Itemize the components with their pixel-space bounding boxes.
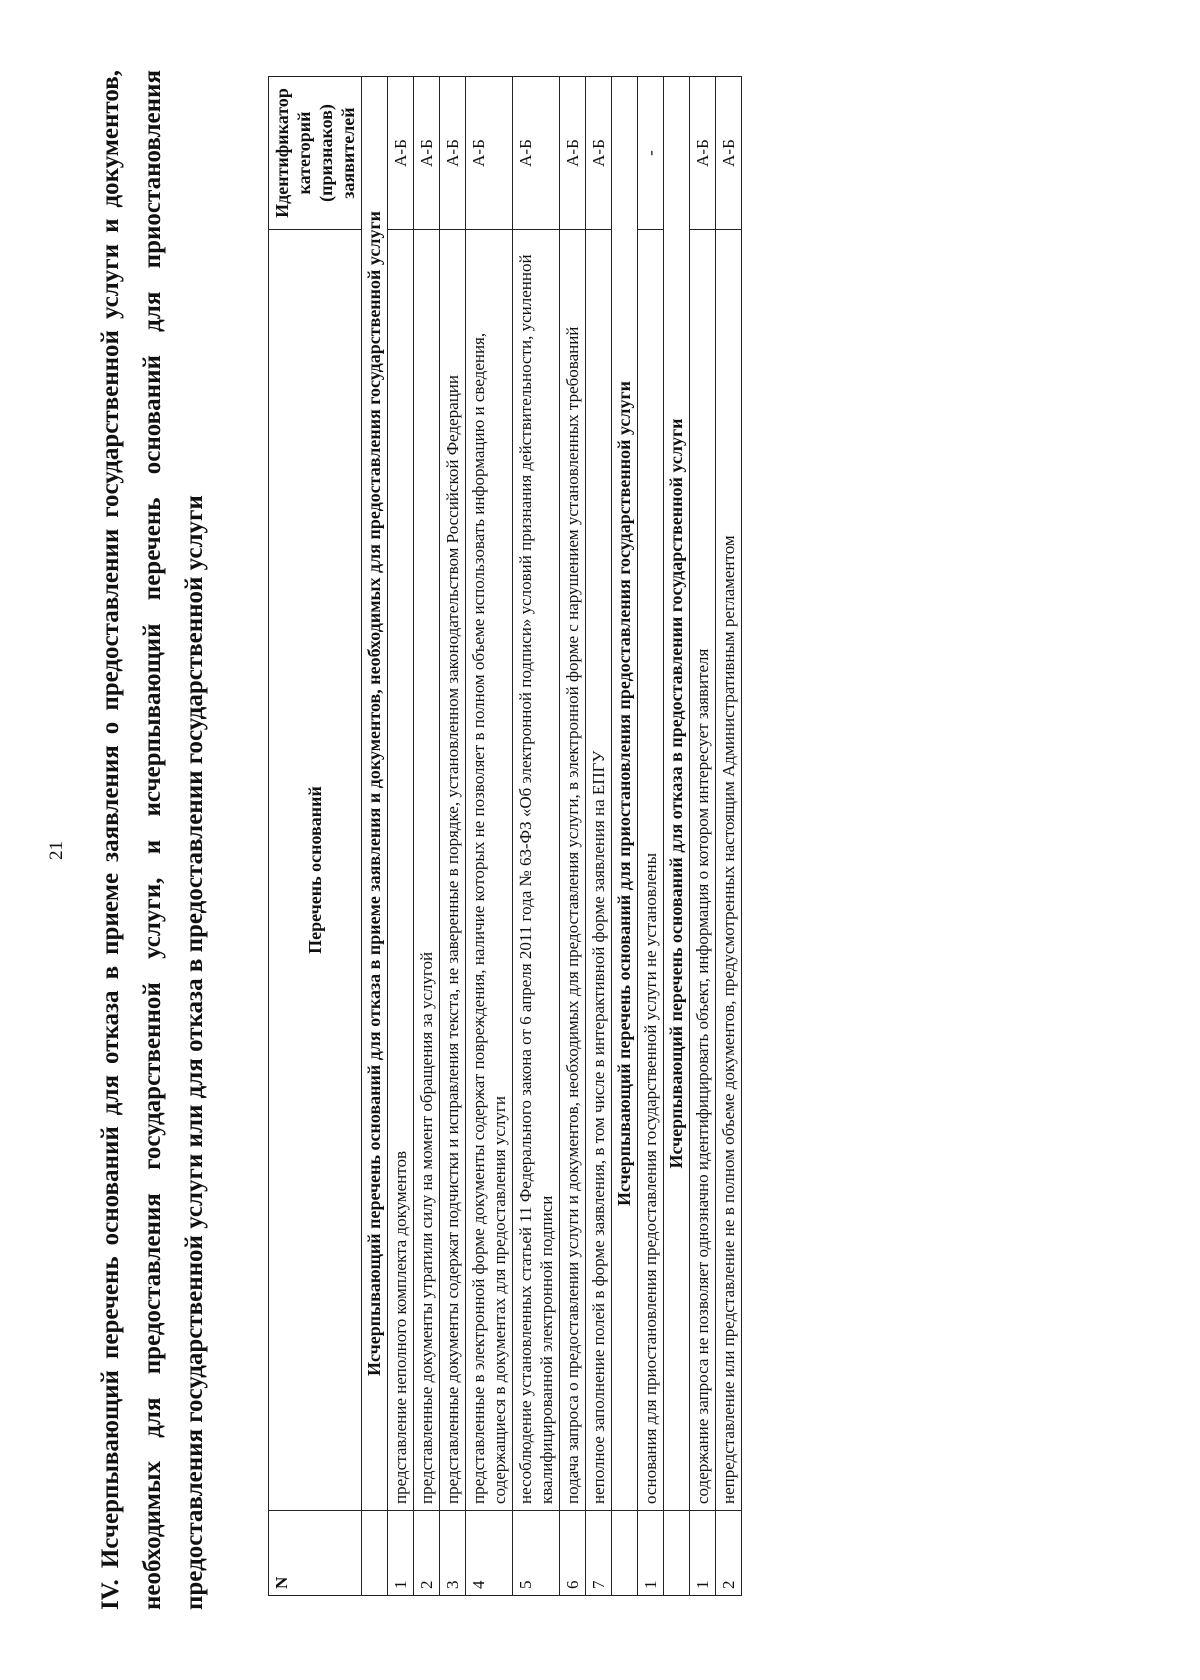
row-category: А-Б — [414, 77, 440, 230]
row-category: А-Б — [513, 77, 560, 230]
row-text: подача запроса о предоставлении услуги и документов, необходимых для предоставления услуги, в электронной форме с нарушением установленных требований — [560, 230, 586, 1511]
grounds-table — [268, 76, 742, 1596]
row-category: А-Б — [716, 77, 742, 230]
section-row — [664, 77, 690, 1596]
row-number: 7 — [586, 1511, 612, 1596]
section-row — [362, 77, 388, 1596]
section-title-suspension: Исчерпывающий перечень оснований для приостановления предоставления государственной услуги — [612, 77, 638, 1511]
row-text: основания для приостановления предоставления государственной услуги не установлены — [638, 230, 664, 1511]
table-header-row — [269, 77, 362, 1596]
row-number: 1 — [690, 1511, 716, 1596]
table-row — [690, 77, 716, 1596]
row-number: 3 — [440, 1511, 466, 1596]
row-text: представленные документы содержат подчистки и исправления текста, не заверенные в порядке, установленном законодательством Российской Федерации — [440, 230, 466, 1511]
grounds-table-wrapper — [268, 76, 742, 1596]
row-category: А-Б — [586, 77, 612, 230]
row-text: несоблюдение установленных статьей 11 Федерального закона от 6 апреля 2011 года № 63-ФЗ «Об электронной подписи» условий признания действительности, усиленной квалифицированной электронной подписи — [513, 230, 560, 1511]
table-row — [388, 77, 414, 1596]
row-category: А-Б — [690, 77, 716, 230]
table-row — [466, 77, 513, 1596]
row-category: А-Б — [560, 77, 586, 230]
row-category: - — [638, 77, 664, 230]
table-row — [716, 77, 742, 1596]
row-number: 1 — [638, 1511, 664, 1596]
row-number: 1 — [388, 1511, 414, 1596]
row-category: А-Б — [466, 77, 513, 230]
table-row — [560, 77, 586, 1596]
row-text: представленные в электронной форме документы содержат повреждения, наличие которых не позволяет в полном объеме использовать информацию и сведения, содержащиеся в документах для предоставления услуги — [466, 230, 513, 1511]
header-basis: Перечень оснований — [269, 230, 362, 1511]
table-row — [440, 77, 466, 1596]
row-number: 5 — [513, 1511, 560, 1596]
section-heading: IV. Исчерпывающий перечень оснований для отказа в приеме заявления о предоставлении государственной услуги и документов, необходимых для предоставления государственной услуги, и исчерпывающий перечень оснований для приостановления предоставления государственной услуги или для отказа в предоставлении государственной услуги — [97, 70, 208, 1610]
row-text: непредставление или представление не в полном объеме документов, предусмотренных настоящим Административным регламентом — [716, 230, 742, 1511]
row-text: содержание запроса не позволяет однозначно идентифицировать объект, информация о котором интересует заявителя — [690, 230, 716, 1511]
row-text: представленные документы утратили силу на момент обращения за услугой — [414, 230, 440, 1511]
page-number: 21 — [46, 841, 67, 860]
table-row — [513, 77, 560, 1596]
row-category: А-Б — [440, 77, 466, 230]
row-number: 2 — [716, 1511, 742, 1596]
header-n: N — [269, 1511, 362, 1596]
section-row — [612, 77, 638, 1596]
row-number: 6 — [560, 1511, 586, 1596]
header-category: Идентификатор категорий (признаков) заявителей — [269, 77, 362, 230]
section-title-refusal-acceptance: Исчерпывающий перечень оснований для отказа в приеме заявления и документов, необходимых для предоставления государственной услуги — [362, 77, 388, 1511]
table-row — [586, 77, 612, 1596]
row-category: А-Б — [388, 77, 414, 230]
section-title-refusal-provision: Исчерпывающий перечень оснований для отказа в предоставлении государственной услуги — [664, 77, 690, 1511]
row-number: 2 — [414, 1511, 440, 1596]
table-row — [414, 77, 440, 1596]
row-number: 4 — [466, 1511, 513, 1596]
table-row — [638, 77, 664, 1596]
row-text: неполное заполнение полей в форме заявления, в том числе в интерактивной форме заявления на ЕПГУ — [586, 230, 612, 1511]
row-text: представление неполного комплекта документов — [388, 230, 414, 1511]
